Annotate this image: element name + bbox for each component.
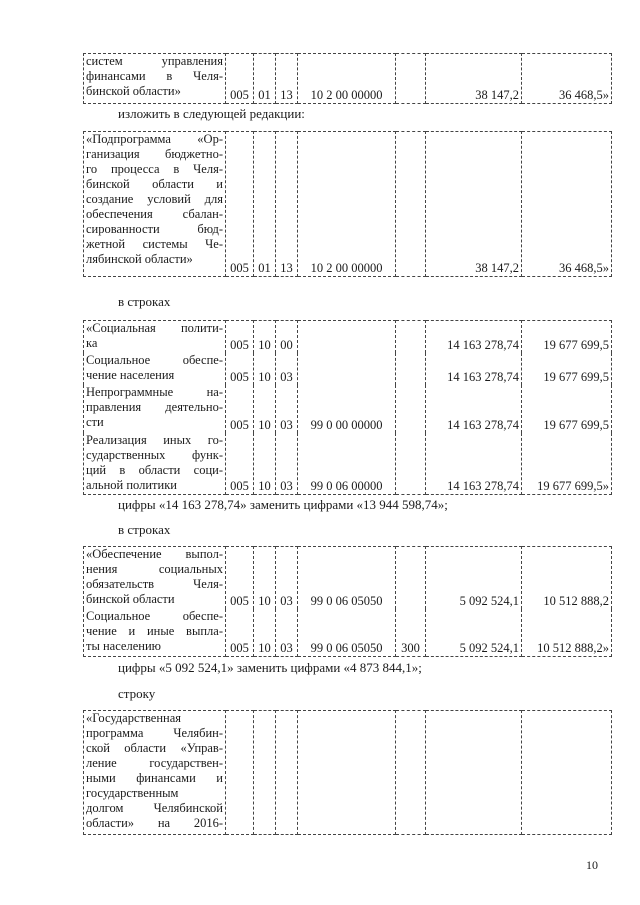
- budget-table-1: [83, 53, 612, 104]
- table-row: [84, 609, 612, 657]
- cell-rz: 10: [254, 547, 276, 609]
- cell-sum1: 14 163 278,74: [426, 353, 522, 385]
- cell-vr: [396, 132, 426, 277]
- budget-table-2: [83, 131, 612, 277]
- table-row: [84, 132, 612, 277]
- cell-sum2: 10 512 888,2»: [522, 609, 612, 657]
- table-row: [84, 385, 612, 433]
- cell-csr: [298, 711, 396, 835]
- row-name: Непрограммные на- правления деятельно- сти: [84, 385, 226, 433]
- cell-vr: [396, 547, 426, 609]
- cell-gr: 005: [226, 609, 254, 657]
- cell-csr: 99 0 06 05050: [298, 609, 396, 657]
- cell-csr: 99 0 06 00000: [298, 433, 396, 495]
- cell-gr: 005: [226, 132, 254, 277]
- cell-rz: 01: [254, 132, 276, 277]
- cell-sum2: 36 468,5»: [522, 132, 612, 277]
- instruction-text: в строках: [118, 522, 171, 537]
- cell-pr: 13: [276, 132, 298, 277]
- row-name: «Социальная полити- ка: [84, 321, 226, 353]
- cell-pr: 03: [276, 353, 298, 385]
- cell-rz: 01: [254, 54, 276, 104]
- cell-sum2: 10 512 888,2: [522, 547, 612, 609]
- cell-pr: 03: [276, 547, 298, 609]
- cell-gr: 005: [226, 321, 254, 353]
- cell-pr: 03: [276, 433, 298, 495]
- cell-sum1: 5 092 524,1: [426, 547, 522, 609]
- cell-vr: [396, 321, 426, 353]
- cell-gr: 005: [226, 433, 254, 495]
- cell-vr: [396, 54, 426, 104]
- cell-rz: 10: [254, 433, 276, 495]
- cell-pr: 03: [276, 385, 298, 433]
- cell-rz: 10: [254, 385, 276, 433]
- cell-sum2: 19 677 699,5»: [522, 433, 612, 495]
- cell-sum2: 19 677 699,5: [522, 353, 612, 385]
- table-row: [84, 54, 612, 104]
- cell-sum1: 14 163 278,74: [426, 385, 522, 433]
- instruction-text: цифры «14 163 278,74» заменить цифрами «13 944 598,74»;: [118, 497, 448, 512]
- cell-sum1: [426, 711, 522, 835]
- table-row: [84, 547, 612, 609]
- cell-sum1: 14 163 278,74: [426, 433, 522, 495]
- cell-pr: [276, 711, 298, 835]
- row-name: Реализация иных го- сударственных функ- ций в области соци- альной политики: [84, 433, 226, 495]
- cell-vr: [396, 711, 426, 835]
- cell-sum1: 14 163 278,74: [426, 321, 522, 353]
- cell-csr: 10 2 00 00000: [298, 54, 396, 104]
- cell-gr: 005: [226, 353, 254, 385]
- cell-sum1: 38 147,2: [426, 132, 522, 277]
- cell-gr: 005: [226, 385, 254, 433]
- cell-vr: [396, 433, 426, 495]
- cell-vr: [396, 353, 426, 385]
- instruction-text: цифры «5 092 524,1» заменить цифрами «4 873 844,1»;: [118, 660, 422, 675]
- cell-vr: [396, 385, 426, 433]
- cell-sum2: 19 677 699,5: [522, 321, 612, 353]
- page-number: 10: [586, 858, 598, 872]
- table-row: [84, 433, 612, 495]
- cell-csr: 10 2 00 00000: [298, 132, 396, 277]
- row-name: Социальное обеспе- чение и иные выпла- ты населению: [84, 609, 226, 657]
- cell-csr: 99 0 00 00000: [298, 385, 396, 433]
- row-name: «Государственная программа Челябин- ской области «Управ- ление государствен- ными финансами и государственным долгом Челябинской области» на 2016-: [84, 711, 226, 835]
- cell-rz: 10: [254, 609, 276, 657]
- table-row: [84, 711, 612, 835]
- row-name: систем управления финансами в Челя- бинской области»: [84, 54, 226, 104]
- instruction-text: изложить в следующей редакции:: [118, 106, 305, 121]
- table-row: [84, 353, 612, 385]
- budget-table-3: [83, 320, 612, 495]
- cell-vr: 300: [396, 609, 426, 657]
- cell-rz: [254, 711, 276, 835]
- cell-csr: [298, 353, 396, 385]
- cell-gr: [226, 711, 254, 835]
- cell-sum2: [522, 711, 612, 835]
- cell-pr: 03: [276, 609, 298, 657]
- cell-gr: 005: [226, 54, 254, 104]
- cell-pr: 13: [276, 54, 298, 104]
- cell-csr: [298, 321, 396, 353]
- instruction-text: строку: [118, 686, 156, 701]
- cell-sum2: 36 468,5»: [522, 54, 612, 104]
- row-name: «Подпрограмма «Ор- ганизация бюджетно- го процесса в Челя- бинской области и создание условий для обеспечения сбалан- сированности бюд- жетной системы Че- лябинской области»: [84, 132, 226, 277]
- cell-rz: 10: [254, 353, 276, 385]
- cell-sum1: 5 092 524,1: [426, 609, 522, 657]
- cell-rz: 10: [254, 321, 276, 353]
- cell-pr: 00: [276, 321, 298, 353]
- cell-sum2: 19 677 699,5: [522, 385, 612, 433]
- cell-sum1: 38 147,2: [426, 54, 522, 104]
- row-name: Социальное обеспе- чение населения: [84, 353, 226, 385]
- budget-table-5: [83, 710, 612, 835]
- table-row: [84, 321, 612, 353]
- cell-csr: 99 0 06 05050: [298, 547, 396, 609]
- row-name: «Обеспечение выпол- нения социальных обязательств Челя- бинской области: [84, 547, 226, 609]
- instruction-text: в строках: [118, 294, 171, 309]
- budget-table-4: [83, 546, 612, 657]
- cell-gr: 005: [226, 547, 254, 609]
